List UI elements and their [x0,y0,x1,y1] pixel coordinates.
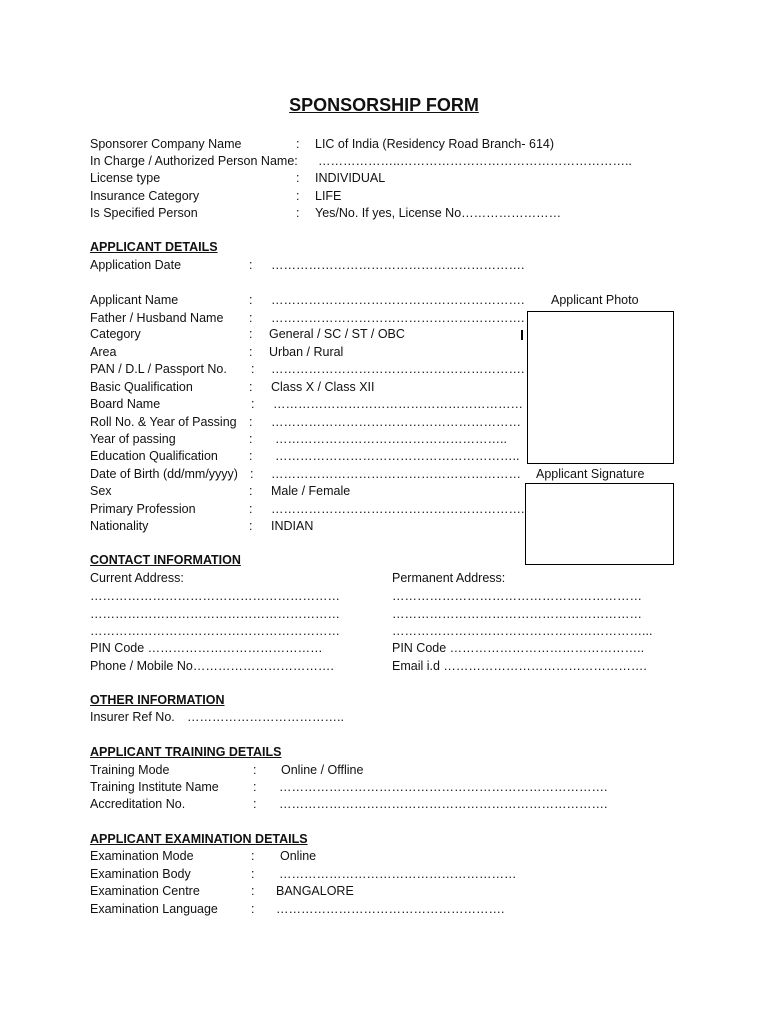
board-name-label: Board Name [90,397,161,411]
sponsor-company-value: LIC of India (Residency Road Branch- 614) [315,137,555,151]
board-name-value: …………………………………………………… [273,397,523,411]
sponsor-company-colon: : [296,137,300,151]
area-label: Area [90,345,117,359]
field-colon: : [249,415,253,429]
examination-language-label: Examination Language [90,902,218,916]
insurer-ref-label: Insurer Ref No. [90,710,175,724]
field-colon: : [251,397,255,411]
nationality-label: Nationality [90,519,149,533]
training-institute-label: Training Institute Name [90,780,219,794]
specified-person-label: Is Specified Person [90,206,198,220]
applicant-name-label: Applicant Name [90,293,179,307]
examination-details-heading: APPLICANT EXAMINATION DETAILS [90,832,308,846]
category-label: Category [90,327,141,341]
field-colon: : [249,519,253,533]
specified-person-value: Yes/No. If yes, License No…………………… [315,206,562,220]
field-colon: : [249,380,253,394]
permanent-address-line: …………………………………………………… [392,607,642,621]
date-of-birth-label: Date of Birth (dd/mm/yyyy) [90,467,238,481]
examination-language-value: ………………………………………………. [276,902,505,916]
insurance-category-value: LIFE [315,189,342,203]
applicant-signature-label: Applicant Signature [536,467,645,481]
examination-centre-value: BANGALORE [276,884,354,898]
examination-body-value: ………………………………………………… [279,867,517,881]
year-of-passing-value: ……………………………………………….. [275,432,507,446]
email-field: Email i.d …………………………………………. [392,659,647,673]
insurance-category-label: Insurance Category [90,189,200,203]
education-qualification-value: ………………………………………………….. [275,449,520,463]
license-type-label: License type [90,171,161,185]
field-colon: : [250,467,254,481]
current-address-line: …………………………………………………… [90,607,340,621]
category-value: General / SC / ST / OBC [269,327,405,341]
pan-dl-passport-value: ……………………………………………………. [271,362,525,376]
authorized-person-value: ………………..……………………………………………….. [318,154,632,168]
field-colon: : [251,849,255,863]
field-colon: : [251,884,255,898]
field-colon: : [249,327,253,341]
license-type-colon: : [296,171,300,185]
insurance-category-colon: : [296,189,300,203]
education-qualification-label: Education Qualification [90,449,218,463]
examination-centre-label: Examination Centre [90,884,200,898]
field-colon: : [253,763,257,777]
authorized-person-label: In Charge / Authorized Person Name: [90,154,298,168]
roll-no-label: Roll No. & Year of Passing [90,415,237,429]
field-colon: : [249,502,253,516]
current-address-line: …………………………………………………… [90,589,340,603]
field-colon: : [249,449,253,463]
permanent-address-line: ……………………………………………………... [392,624,653,638]
sponsor-company-label: Sponsorer Company Name [90,137,242,151]
license-type-value: INDIVIDUAL [315,171,386,185]
year-of-passing-label: Year of passing [90,432,176,446]
permanent-address-label: Permanent Address: [392,571,506,585]
examination-mode-label: Examination Mode [90,849,194,863]
applicant-name-value: ……………………………………………………. [271,293,525,307]
field-colon: : [249,311,253,325]
other-information-heading: OTHER INFORMATION [90,693,225,707]
area-value: Urban / Rural [269,345,344,359]
nationality-value: INDIAN [271,519,314,533]
date-of-birth-value: …………………………………………………… [271,467,521,481]
training-institute-value: ……………………………………………………………………. [279,780,608,794]
accreditation-no-label: Accreditation No. [90,797,186,811]
primary-profession-value: ……………………………………………………. [271,502,525,516]
field-colon: : [249,293,253,307]
phone-mobile-field: Phone / Mobile No……………………………. [90,659,334,673]
current-address-line: …………………………………………………… [90,624,340,638]
field-colon: : [251,902,255,916]
father-husband-name-value: ……………………………………………………. [271,311,525,325]
field-colon: : [253,780,257,794]
current-address-label: Current Address: [90,571,184,585]
applicant-photo-box[interactable] [527,311,674,464]
training-details-heading: APPLICANT TRAINING DETAILS [90,745,282,759]
roll-no-value: …………………………………………………… [271,415,521,429]
specified-person-colon: : [296,206,300,220]
field-colon: : [249,432,253,446]
contact-information-heading: CONTACT INFORMATION [90,553,241,567]
basic-qualification-value: Class X / Class XII [271,380,375,394]
applicant-signature-box[interactable] [525,483,674,565]
pan-dl-passport-label: PAN / D.L / Passport No. [90,362,227,376]
applicant-photo-label: Applicant Photo [551,293,639,307]
sex-label: Sex [90,484,112,498]
sex-value: Male / Female [271,484,351,498]
stray-mark [521,330,523,340]
father-husband-name-label: Father / Husband Name [90,311,224,325]
insurer-ref-value: ……………………………….. [187,710,344,724]
training-mode-label: Training Mode [90,763,170,777]
primary-profession-label: Primary Profession [90,502,196,516]
form-title: SPONSORSHIP FORM [289,95,479,115]
application-date-label: Application Date [90,258,182,272]
application-date-value: ……………………………………………………. [271,258,525,272]
permanent-address-line: …………………………………………………… [392,589,642,603]
field-colon: : [249,258,253,272]
field-colon: : [249,345,253,359]
field-colon: : [253,797,257,811]
permanent-pin-code: PIN Code ……………………………………….. [392,641,645,655]
examination-mode-value: Online [280,849,317,863]
examination-body-label: Examination Body [90,867,191,881]
accreditation-no-value: ……………………………………………………………………. [279,797,608,811]
field-colon: : [251,867,255,881]
current-pin-code: PIN Code …………………………………… [90,641,323,655]
field-colon: : [251,362,255,376]
training-mode-value: Online / Offline [281,763,364,777]
field-colon: : [249,484,253,498]
basic-qualification-label: Basic Qualification [90,380,193,394]
applicant-details-heading: APPLICANT DETAILS [90,240,218,254]
